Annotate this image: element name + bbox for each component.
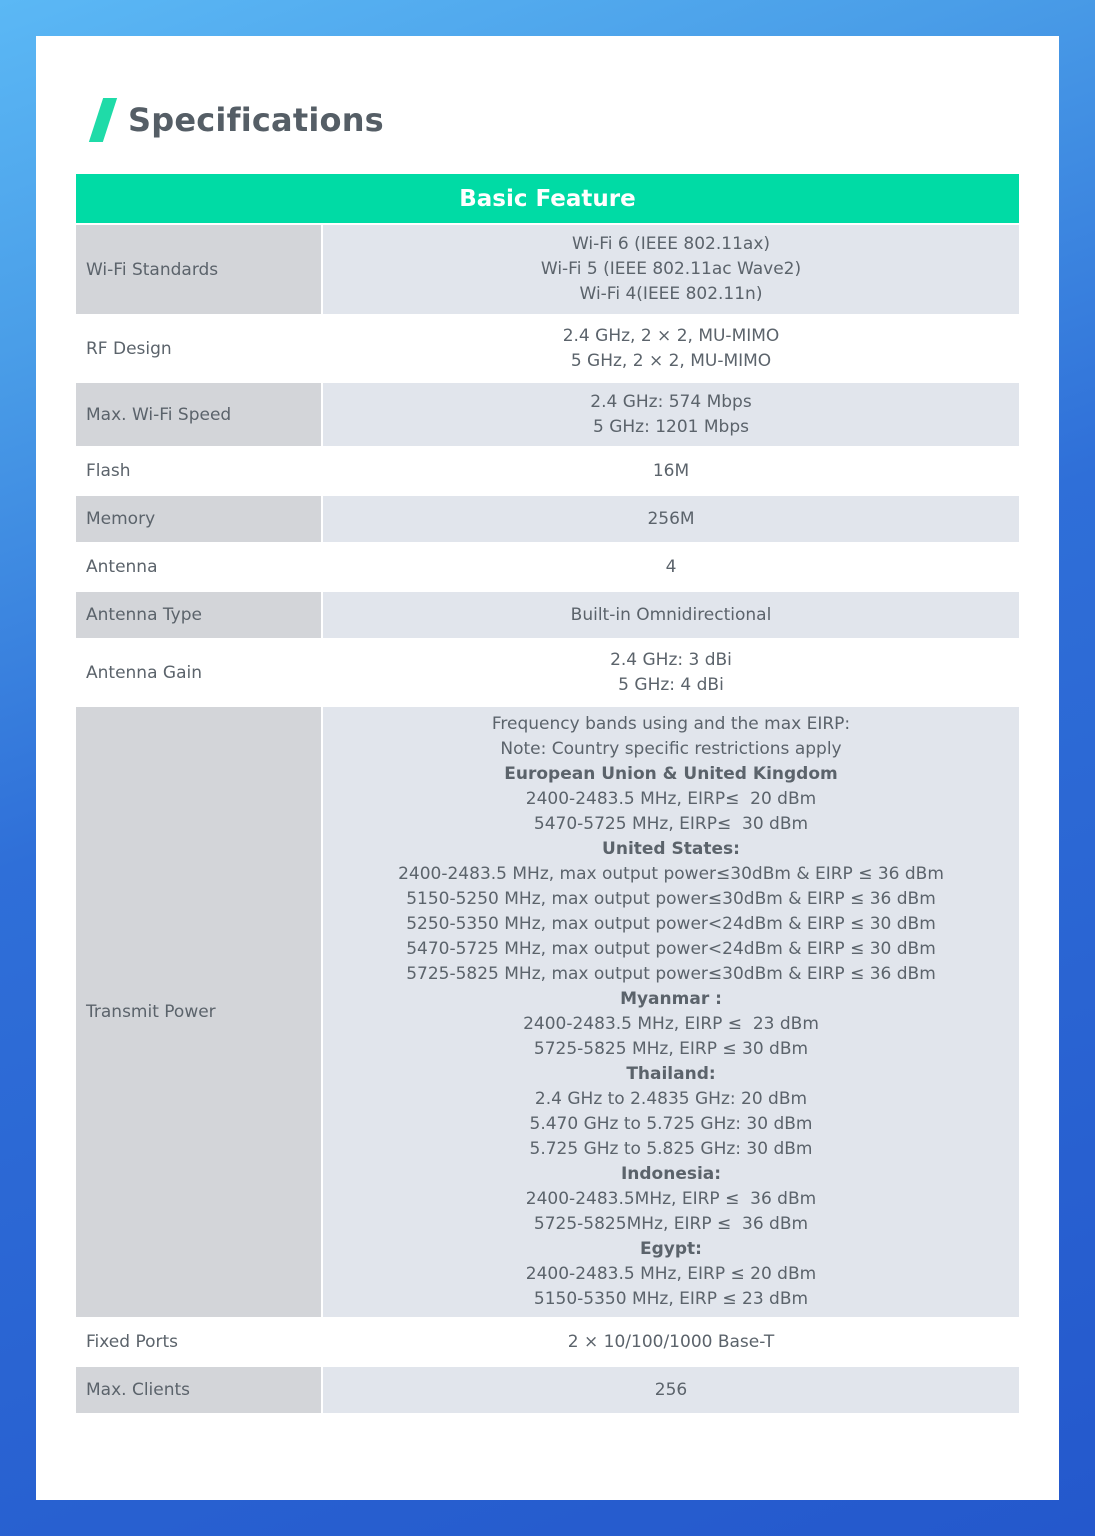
- table-header: Basic Feature: [76, 174, 1019, 225]
- table-row: [76, 640, 1019, 707]
- value-line: 5725-5825 MHz, max output power≤30dBm & EIRP ≤ 36 dBm: [406, 964, 936, 984]
- value-subheading: Myanmar :: [620, 989, 722, 1009]
- value-line: 256M: [647, 508, 695, 529]
- value-line: 16M: [652, 460, 690, 481]
- value-line: 2400-2483.5MHz, EIRP ≤ 36 dBm: [525, 1189, 817, 1209]
- row-label: Wi-Fi Standards: [76, 225, 323, 314]
- row-value: [323, 544, 1019, 590]
- value-subheading: Thailand:: [626, 1064, 716, 1084]
- row-label: Antenna: [76, 544, 323, 590]
- row-label: Antenna Type: [76, 592, 323, 638]
- value-line: Wi-Fi 6 (IEEE 802.11ax): [571, 234, 771, 254]
- value-line: 5 GHz, 2 × 2, MU-MIMO: [570, 350, 772, 371]
- row-value: [323, 640, 1019, 705]
- value-line: 2400-2483.5 MHz, max output power≤30dBm & EIRP ≤ 36 dBm: [398, 864, 944, 884]
- value-line: 5150-5350 MHz, EIRP ≤ 23 dBm: [533, 1289, 809, 1309]
- table-row: [76, 316, 1019, 383]
- value-line: 2.4 GHz, 2 × 2, MU-MIMO: [562, 325, 780, 346]
- row-value: [323, 592, 1019, 638]
- value-line: 2.4 GHz: 574 Mbps: [590, 391, 752, 412]
- section-heading: [90, 98, 384, 142]
- value-line: 2 × 10/100/1000 Base-T: [567, 1331, 775, 1352]
- table-row: [76, 225, 1019, 316]
- row-label: Antenna Gain: [76, 640, 323, 705]
- table-row: [76, 496, 1019, 544]
- value-line: 2400-2483.5 MHz, EIRP ≤ 23 dBm: [523, 1014, 819, 1034]
- row-label: Memory: [76, 496, 323, 542]
- accent-slash-icon: [89, 98, 117, 142]
- table-body: [76, 225, 1019, 1415]
- value-line: 5470-5725 MHz, EIRP≤ 30 dBm: [533, 814, 809, 834]
- value-line: 256: [654, 1379, 688, 1400]
- value-subheading: European Union & United Kingdom: [504, 764, 838, 784]
- table-row: [76, 544, 1019, 592]
- row-value: [323, 707, 1019, 1317]
- row-value: [323, 225, 1019, 314]
- value-line: 5.725 GHz to 5.825 GHz: 30 dBm: [529, 1139, 813, 1159]
- value-subheading: United States:: [602, 839, 740, 859]
- table-row: [76, 383, 1019, 448]
- table-row: [76, 1319, 1019, 1367]
- value-line: 5 GHz: 1201 Mbps: [592, 416, 749, 437]
- table-row: [76, 448, 1019, 496]
- value-line: 5725-5825 MHz, EIRP ≤ 30 dBm: [533, 1039, 809, 1059]
- value-line: Note: Country specific restrictions apply: [500, 739, 842, 759]
- row-label: Max. Clients: [76, 1367, 323, 1413]
- value-line: Frequency bands using and the max EIRP:: [491, 714, 851, 734]
- table-row: [76, 592, 1019, 640]
- value-line: 4: [665, 556, 677, 577]
- value-line: 5.470 GHz to 5.725 GHz: 30 dBm: [529, 1114, 813, 1134]
- row-label: Fixed Ports: [76, 1319, 323, 1365]
- spec-page: [36, 36, 1059, 1500]
- row-value: [323, 496, 1019, 542]
- value-line: 5 GHz: 4 dBi: [618, 674, 724, 695]
- page-title: Specifications: [128, 101, 384, 139]
- row-value: [323, 383, 1019, 446]
- table-row: [76, 1367, 1019, 1415]
- value-line: 5250-5350 MHz, max output power<24dBm & EIRP ≤ 30 dBm: [406, 914, 936, 934]
- value-line: Wi-Fi 4(IEEE 802.11n): [579, 284, 763, 304]
- row-value: [323, 316, 1019, 381]
- value-line: 5470-5725 MHz, max output power<24dBm & EIRP ≤ 30 dBm: [406, 939, 936, 959]
- row-label: Max. Wi-Fi Speed: [76, 383, 323, 446]
- row-label: Flash: [76, 448, 323, 494]
- value-line: 2400-2483.5 MHz, EIRP ≤ 20 dBm: [525, 1264, 817, 1284]
- value-line: 5150-5250 MHz, max output power≤30dBm & EIRP ≤ 36 dBm: [406, 889, 936, 909]
- value-line: Wi-Fi 5 (IEEE 802.11ac Wave2): [540, 259, 802, 279]
- row-label: RF Design: [76, 316, 323, 381]
- value-subheading: Indonesia:: [620, 1164, 722, 1184]
- row-value: [323, 1319, 1019, 1365]
- value-line: 2.4 GHz: 3 dBi: [610, 649, 732, 670]
- value-line: 2.4 GHz to 2.4835 GHz: 20 dBm: [534, 1089, 808, 1109]
- row-label: Transmit Power: [76, 707, 323, 1317]
- value-line: Built-in Omnidirectional: [570, 604, 772, 625]
- spec-table: [76, 174, 1019, 1415]
- row-value: [323, 448, 1019, 494]
- row-value: [323, 1367, 1019, 1413]
- table-row: [76, 707, 1019, 1319]
- value-line: 5725-5825MHz, EIRP ≤ 36 dBm: [533, 1214, 809, 1234]
- value-line: 2400-2483.5 MHz, EIRP≤ 20 dBm: [525, 789, 817, 809]
- value-subheading: Egypt:: [640, 1239, 702, 1259]
